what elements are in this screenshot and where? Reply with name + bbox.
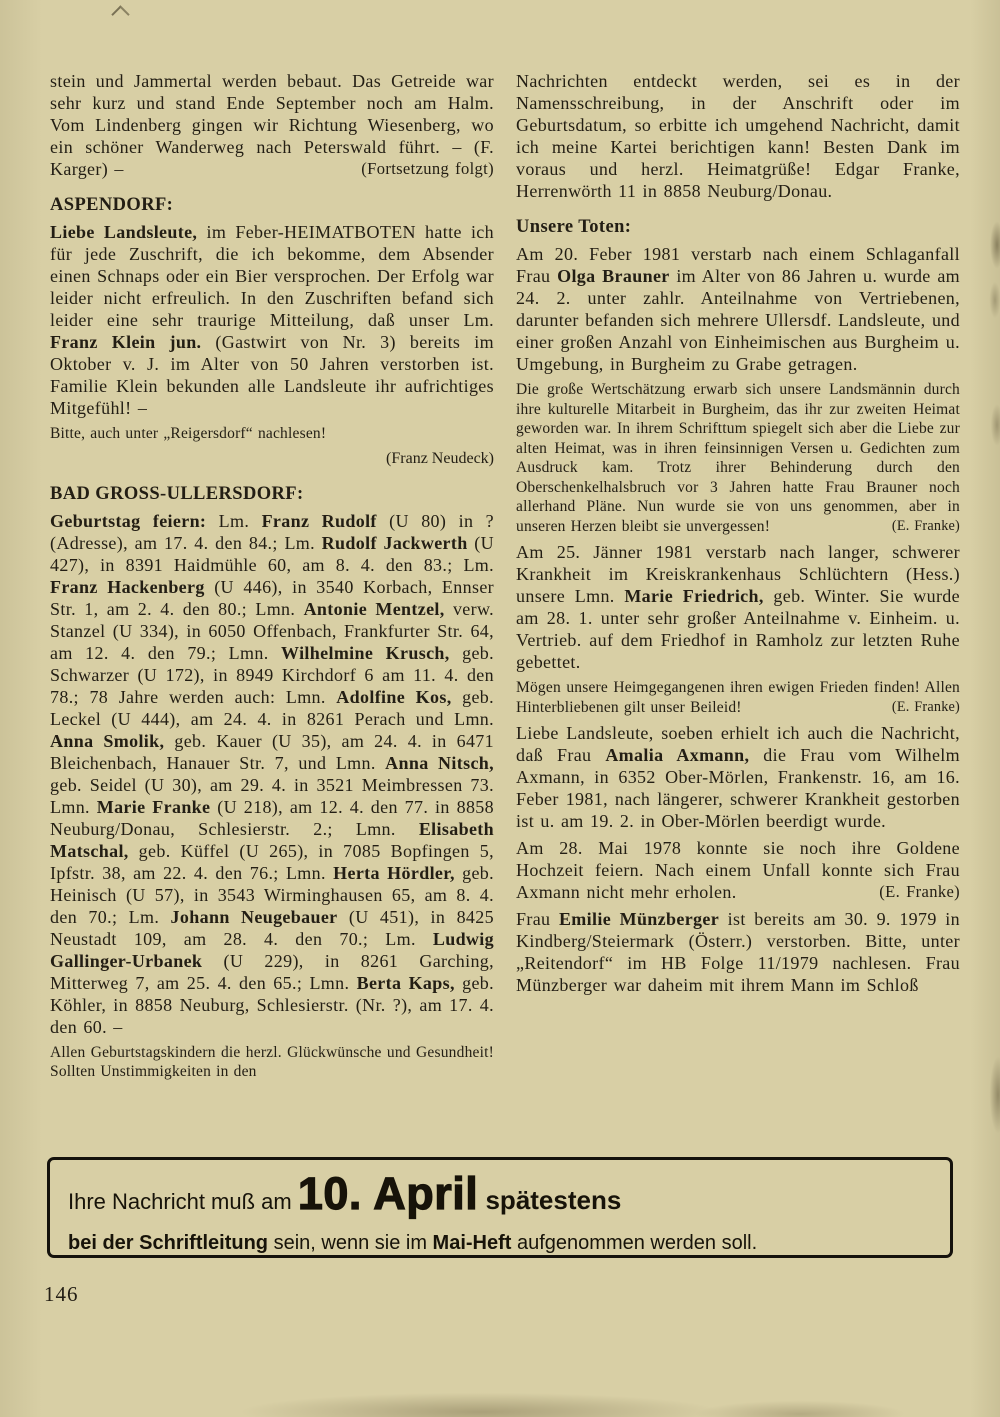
- text-run: Am 20. Feber 1981 verstarb nach einem Schlaganfall Frau: [516, 244, 960, 286]
- text-run: die Frau vom Wilhelm Axmann, in 6352 Ober-Mörlen, Frankenstr. 16, am 16. Feber 1981, nach längerer, schwerer Krankheit gestorben ist u. am 19. 2. in Ober-Mörlen beerdigt wurde.: [516, 745, 960, 831]
- page-number: 146: [44, 1282, 79, 1306]
- deadline-qualifier: spätestens: [478, 1185, 622, 1215]
- text-run: Die große Wertschätzung erwarb sich unsere Landsmännin durch ihre kulturelle Mitarbeit in Burgheim, das ihr zur zweiten Heimat geworden war. In ihrem Schrifttum spiegelt sich aber die Liebe zur alten Heimat, was in ihren feinsinnigen Versen u. Gedichten zum Ausdruck kam. Trotz ihrer Behinderung durch den Oberschenkelhalsbruch vor 3 Jahren hatte Frau Brauner noch allerhand Pläne. Nun wurde sie von uns genommen, aber in unseren Herzen bleibt sie unvergessen!: [516, 381, 960, 535]
- text-run: Elisabeth Matschal,: [50, 818, 494, 861]
- left-column: [50, 70, 494, 1082]
- text-run: (U 80) in ? (Adresse), am 17. 4. den 84.; Lm.: [50, 510, 495, 553]
- continuation-paragraph: [50, 70, 494, 180]
- text-run: geb. Schwarzer (U 172), in 8949 Kirchdorf 6 am 11. 4. den 78.; 78 Jahre werden auch: Lmn.: [50, 642, 494, 707]
- text-run: Frau: [516, 909, 559, 929]
- text-run: Herta Hördler,: [333, 862, 455, 883]
- text-run: Franz Klein jun.: [50, 332, 202, 352]
- text-run: Anna Nitsch,: [385, 752, 494, 773]
- text-run: Bitte, auch unter „Reigersdorf“ nachlesen!: [50, 425, 327, 442]
- text-run: ist bereits am 30. 9. 1979 in Kindberg/Steiermark (Österr.) verstorben. Bitte, unter „Reitendorf“ im HB Folge 11/1979 nachlesen. Frau Münzberger war daheim mit ihrem Mann im Schloß: [516, 909, 960, 995]
- deadline-notice-line2: [68, 1231, 928, 1255]
- text-run: (U 218), am 12. 4. den 77. in 8858 Neuburg/Donau, Schlesierstr. 2.; Lmn.: [50, 796, 494, 839]
- signature: (E. Franke): [891, 698, 960, 715]
- heading-aspendorf: ASPENDORF:: [50, 195, 174, 215]
- text-run: Ludwig Gallinger-Urbanek: [50, 928, 494, 971]
- text-run: Adolfine Kos,: [336, 686, 452, 707]
- text-run: Franz Hackenberg: [50, 576, 205, 597]
- aspendorf-paragraph: [50, 221, 494, 419]
- deadline-issue: Mai-Heft: [432, 1232, 512, 1254]
- text-run: (U 446), in 3540 Korbach, Ennser Str. 1, am 2. 4. den 80.; Lmn.: [50, 576, 495, 619]
- text-run: Johann Neugebauer: [170, 906, 338, 927]
- text-run: Antonie Mentzel,: [303, 598, 445, 619]
- text-run: geb. Winter. Sie wurde am 28. 1. unter sehr großer Anteilnahme v. Einheim. u. Vertrieb. auf dem Friedhof in Ramholz zur letzten Ruhe gebettet.: [516, 586, 960, 672]
- heading-unsere-toten: Unsere Toten:: [516, 217, 632, 237]
- text-run: Liebe Landsleute,: [50, 222, 198, 242]
- birthdays-paragraph: [50, 510, 494, 1038]
- text-run: Liebe Landsleute, soeben erhielt ich auch die Nachricht, daß Frau: [516, 723, 960, 765]
- obituary-brauner-tribute: [516, 380, 960, 536]
- text-run: Wilhelmine Krusch,: [281, 642, 450, 663]
- reigersdorf-note: [50, 424, 494, 444]
- text-run: Allen Geburtstagskindern die herzl. Glückwünsche und Gesundheit! Sollten Unstimmigkeiten in den: [50, 1043, 494, 1080]
- text-run: (Gastwirt von Nr. 3) bereits im Oktober v. J. im Alter von 50 Jahren verstorben ist. Familie Klein bekunden alle Landsleute ihr aufrichtiges Mitgefühl! –: [50, 332, 494, 418]
- text-run: stein und Jammertal werden bebaut. Das Getreide war sehr kurz und stand Ende September noch am Halm. Vom Lindenberg gingen wir Richtung Wiesenberg, wo ein schöner Wanderweg nach Peterswald führt. – (F. Karger) –: [50, 71, 494, 179]
- text-run: geb. Küffel (U 265), in 7085 Bopfingen 5, Ipfstr. 38, am 22. 4. den 76.; Lmn.: [50, 840, 494, 883]
- obituary-brauner: [516, 243, 960, 375]
- corrections-paragraph: [516, 70, 960, 202]
- text-run: (U 229), in 8261 Garching, Mitterweg 7, am 25. 4. den 65.; Lmn.: [50, 950, 494, 993]
- deadline-notice-box: [47, 1157, 953, 1258]
- deadline-text-2: aufgenommen werden soll.: [511, 1232, 758, 1254]
- text-run: Olga Brauner: [557, 266, 670, 286]
- text-run: Rudolf Jackwerth: [321, 532, 468, 553]
- text-run: geb. Heinisch (U 57), in 3543 Wirminghausen 65, am 8. 4. den 70.; Lm.: [50, 862, 494, 927]
- deadline-intro: Ihre Nachricht muß am: [68, 1189, 298, 1214]
- signature: (E. Franke): [891, 517, 960, 534]
- text-run: im Alter von 86 Jahren u. wurde am 24. 2. unter zahlr. Anteilnahme von Vertriebenen, darunter befanden sich mehrere Ullersdf. Landsleute, und einer großen Anzahl von Einheimischen aus Burgheim u. Umgebung, in Burgheim zu Grabe getragen.: [516, 266, 961, 374]
- signature: (E. Franke): [879, 882, 960, 901]
- birthday-note-paragraph: [50, 1043, 494, 1082]
- text-run: Amalia Axmann,: [605, 745, 750, 765]
- text-run: (U 451), in 8425 Neustadt 109, am 28. 4. den 70.; Lm.: [50, 906, 494, 949]
- text-run: Marie Franke: [96, 796, 211, 817]
- text-run: Mögen unsere Heimgegangenen ihren ewigen Frieden finden! Allen Hinterbliebenen gilt unser Beileid!: [516, 679, 960, 716]
- obituary-axmann-2: [516, 837, 960, 903]
- text-run: geb. Kauer (U 35), am 24. 4. in 6471 Bleichenbach, Hanauer Str. 7, und Lmn.: [50, 730, 494, 773]
- text-run: Marie Friedrich,: [624, 586, 764, 606]
- text-run: (U 427), in 8391 Haidmühle 60, am 8. 4. den 83.; Lm.: [50, 532, 494, 575]
- text-run: verw. Stanzel (U 334), in 6050 Offenbach, Frankfurter Str. 64, am 12. 4. den 79.; Lmn.: [50, 598, 495, 663]
- text-run: Emilie Münzberger: [558, 909, 720, 929]
- text-run: geb. Köhler, in 8858 Neuburg, Schlesierstr. (Nr. ?), am 17. 4. den 60. –: [50, 972, 494, 1037]
- text-run: geb. Seidel (U 30), am 29. 4. in 3521 Meimbressen 73. Lmn.: [50, 774, 494, 817]
- obituary-muenzberger: [516, 908, 960, 996]
- deadline-text-1: sein, wenn sie im: [268, 1232, 433, 1254]
- obituary-axmann: [516, 722, 960, 832]
- deadline-notice-line1: [68, 1170, 928, 1229]
- deadline-recipient: bei der Schriftleitung: [68, 1232, 269, 1254]
- text-run: Lm.: [206, 510, 262, 531]
- right-column: [516, 70, 960, 996]
- signature-franz-neudeck: (Franz Neudeck): [386, 449, 494, 467]
- text-run: Berta Kaps,: [356, 972, 455, 993]
- text-run: Anna Smolik,: [50, 730, 165, 751]
- heading-bad-gross-ullersdorf: BAD GROSS-ULLERSDORF:: [50, 483, 304, 504]
- signature: (Fortsetzung folgt): [361, 159, 494, 178]
- text-run: Am 25. Jänner 1981 verstarb nach langer, schwerer Krankheit im Kreiskrankenhaus Schlüchtern (Hess.) unsere Lmn.: [516, 542, 960, 606]
- text-run: geb. Leckel (U 444), am 24. 4. in 8261 Perach und Lmn.: [50, 686, 494, 729]
- obituary-friedrich: [516, 541, 960, 673]
- text-run: Franz Rudolf: [261, 510, 377, 531]
- text-run: Am 28. Mai 1978 konnte sie noch ihre Goldene Hochzeit feiern. Nach einem Unfall konnte sich Frau Axmann nicht mehr erholen.: [516, 838, 960, 902]
- text-run: im Feber-HEIMATBOTEN hatte ich für jede Zuschrift, die ich bekomme, dem Absender einen Schnaps oder ein Bier versprochen. Der Erfolg war leider nicht erfreulich. In den Zuschriften befand sich leider eine sehr traurige Mitteilung, daß unser Lm.: [50, 222, 494, 330]
- text-run: Nachrichten entdeckt werden, sei es in der Namensschreibung, in der Anschrift oder im Geburtsdatum, so erbitte ich umgehend Nachricht, damit ich meine Kartei berichtigen kann! Besten Dank im voraus und herzl. Heimatgrüße! Edgar Franke, Herrenwörth 11 in 8858 Neuburg/Donau.: [516, 71, 960, 201]
- text-run: Geburtstag feiern:: [50, 510, 207, 531]
- deadline-date: 10. April: [297, 1168, 479, 1219]
- condolence-paragraph: [516, 678, 960, 717]
